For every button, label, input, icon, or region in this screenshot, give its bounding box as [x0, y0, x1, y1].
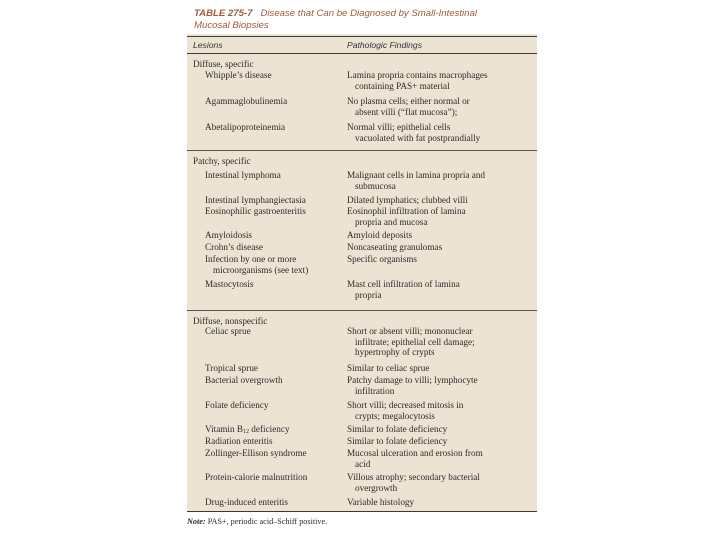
table-note: [187, 517, 327, 526]
finding-cell: Variable histology: [347, 497, 415, 507]
lesion-cell: Crohn’s disease: [205, 242, 263, 252]
finding-cell: Amyloid deposits: [347, 230, 413, 240]
note-text: PAS+, periodic acid–Schiff positive.: [207, 517, 328, 526]
table-figure: [182, 0, 538, 540]
section-title: Diffuse, specific: [193, 59, 254, 69]
finding-cell: Patchy damage to villi; lymphocyte infiltration: [347, 375, 478, 396]
table-number: TABLE 275-7: [194, 8, 253, 19]
lesion-cell: Zollinger-Ellison syndrome: [205, 448, 307, 458]
lesion-cell: Vitamin $B_{12}$ deficiency: [205, 424, 290, 435]
lesion-cell: Amyloidosis: [205, 230, 252, 240]
finding-cell: Normal villi; epithelial cells vacuolated with fat postprandially: [347, 122, 481, 143]
finding-cell: Dilated lymphatics; clubbed villi: [347, 195, 468, 205]
lesion-cell: Folate deficiency: [205, 400, 269, 410]
lesion-cell: Mastocytosis: [205, 279, 254, 289]
table-caption: [194, 8, 524, 32]
lesion-cell: Tropical sprue: [205, 363, 258, 373]
section-divider: [187, 150, 537, 151]
finding-cell: Short or absent villi; mononuclear infiltrate; epithelial cell damage; hypertrophy of crypts: [347, 326, 475, 358]
lesion-cell: Whipple’s disease: [205, 70, 272, 80]
finding-cell: Similar to folate deficiency: [347, 436, 448, 446]
table-title-line1: Disease that Can be Diagnosed by Small-Intestinal: [260, 8, 477, 19]
finding-cell: Noncaseating granulomas: [347, 242, 443, 252]
section-title: Diffuse, nonspecific: [193, 316, 268, 326]
table-title-line2: Mucosal Biopsies: [194, 20, 269, 31]
section-divider: [187, 310, 537, 311]
header-lesions: Lesions: [193, 40, 223, 50]
finding-cell: Specific organisms: [347, 254, 418, 264]
table-body: [187, 34, 537, 512]
finding-cell: Eosinophil infiltration of lamina propria and mucosa: [347, 206, 466, 227]
lesion-cell: Agammaglobulinemia: [205, 96, 288, 106]
finding-cell: No plasma cells; either normal or absent villi (“flat mucosa”);: [347, 96, 470, 117]
table-bottom-rule: [187, 511, 537, 512]
finding-cell: Mucosal ulceration and erosion from acid: [347, 448, 483, 469]
lesion-cell: Eosinophilic gastroenteritis: [205, 206, 306, 216]
lesion-cell: Radiation enteritis: [205, 436, 273, 446]
table-header-row: [187, 36, 537, 54]
lesion-cell: Bacterial overgrowth: [205, 375, 283, 385]
header-findings: Pathologic Findings: [347, 40, 423, 50]
lesion-cell: Intestinal lymphoma: [205, 170, 281, 180]
lesion-cell: Infection by one or more microorganisms (see text): [205, 254, 309, 275]
finding-cell: Villous atrophy; secondary bacterial overgrowth: [347, 472, 480, 493]
lesion-cell: Celiac sprue: [205, 326, 251, 336]
finding-cell: Mast cell infiltration of lamina propria: [347, 279, 460, 300]
finding-cell: Similar to celiac sprue: [347, 363, 430, 373]
lesion-cell: Drug-induced enteritis: [205, 497, 288, 507]
lesion-cell: Abetalipoproteinemia: [205, 122, 286, 132]
finding-cell: Short villi; decreased mitosis in crypts; megalocytosis: [347, 400, 464, 421]
lesion-cell: Protein-calorie malnutrition: [205, 472, 308, 482]
finding-cell: Malignant cells in lamina propria and submucosa: [347, 170, 486, 191]
finding-cell: Similar to folate deficiency: [347, 424, 448, 434]
section-title: Patchy, specific: [193, 156, 251, 166]
lesion-cell: Intestinal lymphangiectasia: [205, 195, 306, 205]
note-label: Note:: [187, 517, 206, 526]
finding-cell: Lamina propria contains macrophages containing PAS+ material: [347, 70, 488, 91]
